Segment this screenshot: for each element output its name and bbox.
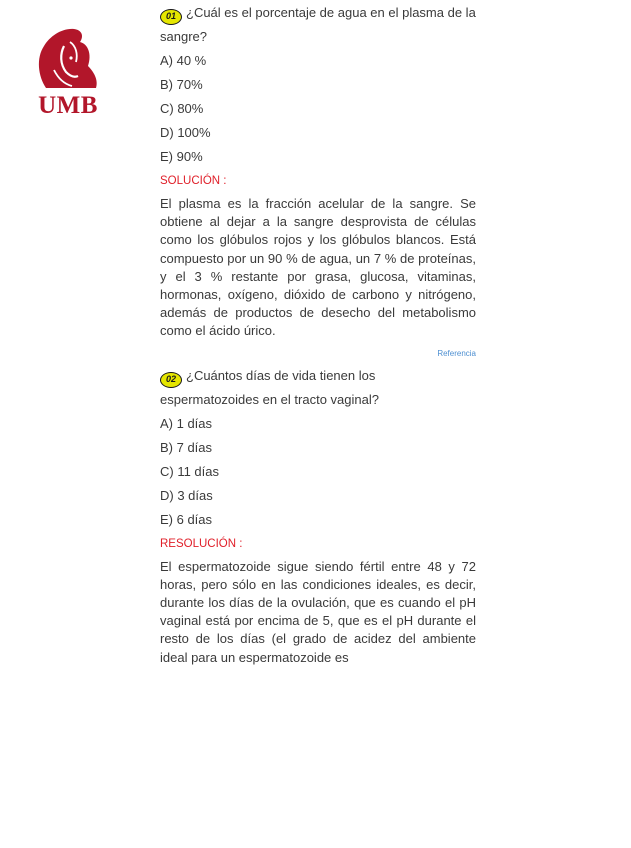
- option-item: B) 7 días: [160, 439, 213, 455]
- question-number-badge: 02: [160, 372, 182, 388]
- option-item: D) 100%: [160, 125, 211, 140]
- option-item: C) 80%: [160, 101, 204, 116]
- question-1: [160, 0, 476, 49]
- option-item: C) 11 días: [160, 463, 220, 479]
- solution-heading: SOLUCIÓN :: [160, 175, 227, 187]
- umb-logo: [30, 22, 106, 120]
- option-item: B) 70%: [160, 77, 203, 92]
- solution-paragraph: El plasma es la fracción acelular de la sangre. Se obtiene al dejar a la sangre desprovista de células como los glóbulos rojos y los glóbulos blancos. Está compuesto por un 90 % de agua, un 7 % de proteínas, y el 3 % restante por grasa, glucosa, vitaminas, hormonas, oxígeno, dióxido de carbono y nitrógeno, además de productos de desecho del metabolismo como el ácido úrico.: [160, 196, 476, 339]
- question-1-text: ¿Cuál es el porcentaje de agua en el plasma de la sangre?: [160, 5, 476, 44]
- option-item: D) 3 días: [160, 487, 213, 503]
- resolution-paragraph: El espermatozoide sigue siendo fértil entre 48 y 72 horas, pero sólo en las condiciones ideales, es decir, durante los días de la ovulación, que es cuando el pH vaginal está por encima de 5, que es el pH durante el resto de los días (el grado de acidez del ambiente ideal para un espermatozoide es: [160, 558, 476, 665]
- option-item: A) 1 días: [160, 415, 213, 431]
- option-item: E) 90%: [160, 149, 203, 164]
- umb-emblem-icon: [30, 22, 106, 92]
- question-2-text: ¿Cuántos días de vida tienen los espermatozoides en el tracto vaginal?: [160, 367, 379, 407]
- question-number-badge: 01: [160, 9, 182, 25]
- logo-text: UMB: [38, 92, 98, 119]
- option-item: E) 6 días: [160, 511, 213, 527]
- option-item: A) 40 %: [160, 53, 207, 68]
- reference-link[interactable]: Referencia: [437, 348, 476, 358]
- question-2: [160, 363, 476, 412]
- content-column: [160, 0, 476, 667]
- resolution-heading: RESOLUCIÓN :: [160, 537, 243, 550]
